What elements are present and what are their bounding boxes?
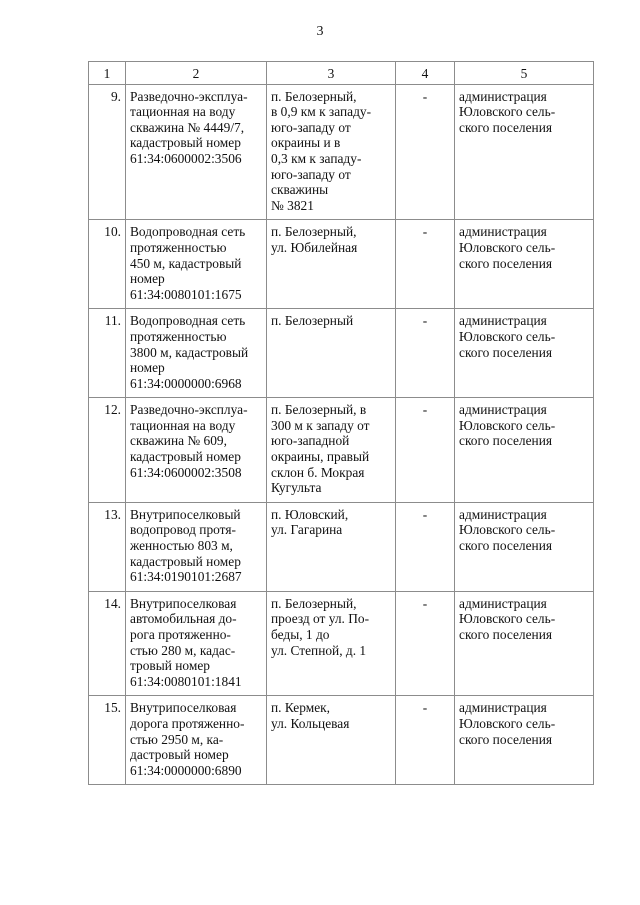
column-header: 3 [267,62,396,85]
object-name: Водопроводная сеть протяженностью 450 м, кадастровый номер 61:34:0080101:1675 [126,220,267,309]
table-header-row [89,62,594,85]
object-name: Внутрипоселковая дорога протяженно- стью 2950 м, ка- дастровый номер 61:34:0000000:6890 [126,696,267,785]
column-4-value: - [396,220,455,309]
object-location: п. Белозерный, проезд от ул. По- беды, 1 до ул. Степной, д. 1 [267,591,396,696]
object-owner: администрация Юловского сель- ского поселения [455,398,594,503]
object-location: п. Юловский, ул. Гагарина [267,502,396,591]
table-row [89,309,594,398]
column-4-value: - [396,84,455,220]
object-owner: администрация Юловского сель- ского поселения [455,220,594,309]
property-table [88,61,594,785]
object-location: п. Белозерный, ул. Юбилейная [267,220,396,309]
row-number: 10. [89,220,126,309]
object-owner: администрация Юловского сель- ского поселения [455,84,594,220]
row-number: 12. [89,398,126,503]
table-row [89,696,594,785]
column-header: 1 [89,62,126,85]
table-row [89,220,594,309]
table-row [89,502,594,591]
table-row [89,84,594,220]
column-4-value: - [396,502,455,591]
table-row [89,398,594,503]
row-number: 15. [89,696,126,785]
column-header: 5 [455,62,594,85]
object-owner: администрация Юловского сель- ского поселения [455,696,594,785]
object-location: п. Белозерный [267,309,396,398]
column-4-value: - [396,309,455,398]
object-owner: администрация Юловского сель- ского поселения [455,309,594,398]
column-4-value: - [396,696,455,785]
page-number: 3 [316,24,324,39]
object-name: Внутрипоселковый водопровод протя- женностью 803 м, кадастровый номер 61:34:0190101:2687 [126,502,267,591]
object-location: п. Кермек, ул. Кольцевая [267,696,396,785]
row-number: 13. [89,502,126,591]
object-location: п. Белозерный, в 0,9 км к западу- юго-западу от окраины и в 0,3 км к западу- юго-западу от скважины № 3821 [267,84,396,220]
column-4-value: - [396,398,455,503]
object-owner: администрация Юловского сель- ского поселения [455,502,594,591]
object-owner: администрация Юловского сель- ского поселения [455,591,594,696]
column-4-value: - [396,591,455,696]
object-name: Разведочно-эксплуа- тационная на воду скважина № 4449/7, кадастровый номер 61:34:0600002:3506 [126,84,267,220]
row-number: 9. [89,84,126,220]
table-row [89,591,594,696]
object-location: п. Белозерный, в 300 м к западу от юго-западной окраины, правый склон б. Мокрая Кугульта [267,398,396,503]
column-header: 2 [126,62,267,85]
object-name: Водопроводная сеть протяженностью 3800 м, кадастровый номер 61:34:0000000:6968 [126,309,267,398]
column-header: 4 [396,62,455,85]
row-number: 14. [89,591,126,696]
object-name: Внутрипоселковая автомобильная до- рога протяженно- стью 280 м, кадас- тровый номер 61:34:0080101:1841 [126,591,267,696]
object-name: Разведочно-эксплуа- тационная на воду скважина № 609, кадастровый номер 61:34:0600002:3508 [126,398,267,503]
row-number: 11. [89,309,126,398]
